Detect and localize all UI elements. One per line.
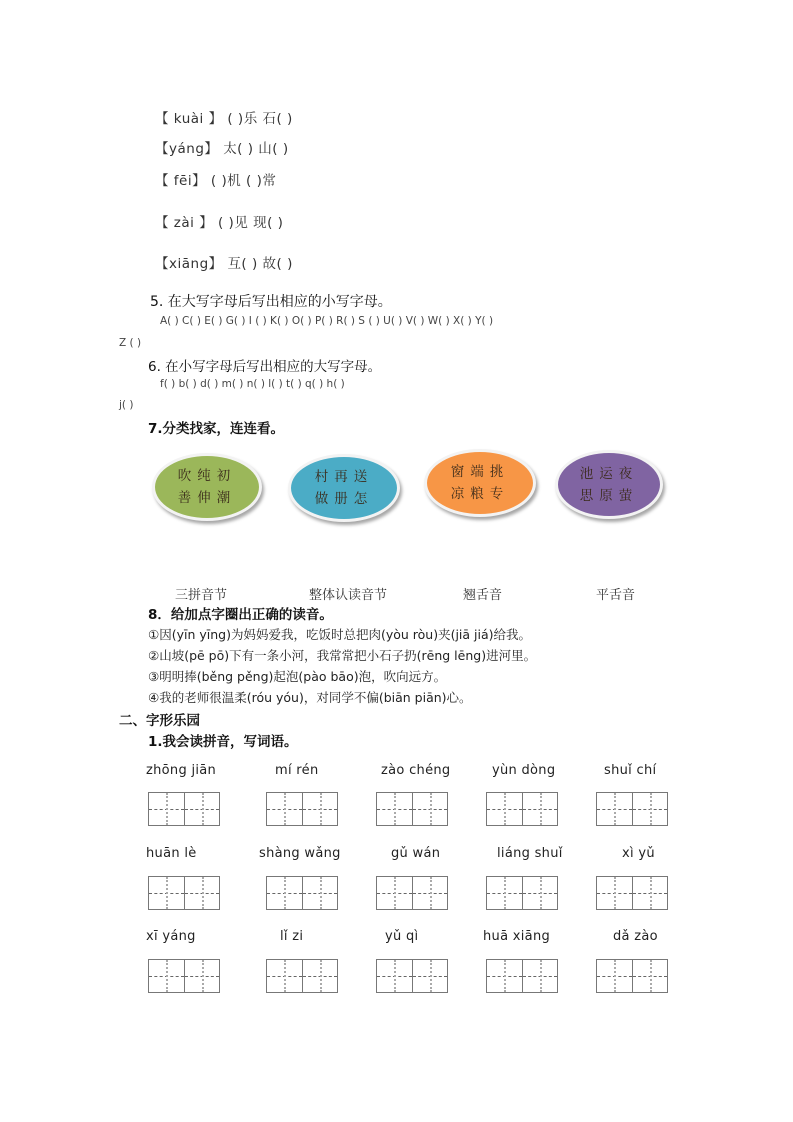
word-pinyin: lǐ zi [280,929,304,944]
ellipse-chars: 窗端挑 [450,464,510,480]
ellipse-chars: 村再送 [314,469,374,485]
polyphone-row [155,169,276,189]
word-pinyin: shàng wǎng [259,846,341,861]
polyphone-row [155,252,293,272]
word-pinyin: dǎ zào [613,929,658,944]
word-pinyin: liáng shuǐ [497,846,563,861]
category-label: 翘舌音 [463,588,503,603]
question-5-title: 5. 在大写字母后写出相应的小写字母。 [150,294,392,310]
fill-blank-text: ( )机 ( )常 [210,173,277,189]
writing-grid[interactable] [486,876,558,910]
uppercase-letters-line-2: Z ( ) [119,337,142,349]
word-pinyin: gǔ wán [391,846,441,861]
category-label: 整体认读音节 [309,588,388,603]
writing-grid[interactable] [376,876,448,910]
category-label: 平舌音 [596,588,636,603]
lowercase-letters-line: f( ) b( ) d( ) m( ) n( ) l( ) t( ) q( ) h( ) [160,378,345,390]
pinyin-label: 【yáng】 [155,141,219,157]
sentence-2: ②山坡(pē pō)下有一条小河，我常常把小石子扔(rēng lēng)进河里。 [148,648,537,663]
word-pinyin: zhōng jiān [146,763,217,778]
fill-blank-text: ( )见 现( ) [218,215,284,231]
pinyin-label: 【 zài 】 [155,215,214,231]
word-pinyin: xì yǔ [622,846,655,861]
ellipse-chars: 池运夜 [579,465,639,482]
category-ellipse-blue[interactable] [288,454,400,522]
writing-grid[interactable] [266,792,338,826]
word-pinyin: xī yáng [146,929,196,944]
writing-grid[interactable] [148,792,220,826]
fill-blank-text: ( )乐 石( ) [227,111,293,127]
writing-grid[interactable] [148,876,220,910]
fill-blank-text: 互( ) 故( ) [227,256,293,272]
pinyin-label: 【 kuài 】 [155,111,223,127]
polyphone-row [155,107,293,127]
writing-grid[interactable] [596,876,668,910]
word-pinyin: huā xiāng [483,929,551,944]
section-2-question-1-title: 1.我会读拼音，写词语。 [148,734,298,750]
ellipse-chars: 吹纯初 [177,468,237,484]
word-pinyin: yǔ qì [385,929,419,944]
question-8-title: 8．给加点字圈出正确的读音。 [148,607,333,623]
ellipse-chars: 思原萤 [579,487,639,504]
category-label: 三拼音节 [175,588,228,603]
writing-grid[interactable] [266,876,338,910]
writing-grid[interactable] [376,959,448,993]
writing-grid[interactable] [376,792,448,826]
category-ellipse-purple[interactable] [555,450,663,519]
polyphone-row [155,211,283,231]
fill-blank-text: 太( ) 山( ) [223,141,289,157]
section-2-title: 二、字形乐园 [119,713,200,729]
word-pinyin: yùn dòng [492,763,556,778]
word-pinyin: huān lè [146,846,197,861]
category-ellipse-orange[interactable] [424,449,536,517]
uppercase-letters-line: A( ) C( ) E( ) G( ) I ( ) K( ) O( ) P( ) R( ) S ( ) U( ) V( ) W( ) X( ) Y( ) [160,315,494,327]
ellipse-chars: 做册怎 [314,491,374,507]
sentence-1: ①因(yīn yīng)为妈妈爱我，吃饭时总把肉(yòu ròu)夹(jiā jiá)给我。 [148,627,532,642]
writing-grid[interactable] [266,959,338,993]
pinyin-label: 【 fēi】 [155,173,207,189]
question-7-title: 7.分类找家，连连看。 [148,421,285,437]
sentence-3: ③明明捧(běng pěng)起泡(pào bāo)泡，吹向远方。 [148,669,447,684]
writing-grid[interactable] [486,792,558,826]
word-pinyin: zào chéng [381,763,451,778]
writing-grid[interactable] [148,959,220,993]
word-pinyin: mí rén [275,763,319,778]
writing-grid[interactable] [596,959,668,993]
writing-grid[interactable] [596,792,668,826]
polyphone-row [155,137,289,157]
category-ellipse-green[interactable] [152,453,262,521]
ellipse-chars: 善伸潮 [177,490,237,506]
lowercase-letters-line-2: j( ) [119,399,134,411]
word-pinyin: shuǐ chí [604,763,657,778]
writing-grid[interactable] [486,959,558,993]
ellipse-chars: 凉粮专 [450,486,510,502]
pinyin-label: 【xiāng】 [155,256,223,272]
question-6-title: 6. 在小写字母后写出相应的大写字母。 [148,359,382,375]
sentence-4: ④我的老师很温柔(róu yóu)，对同学不偏(biān piān)心。 [148,690,472,705]
